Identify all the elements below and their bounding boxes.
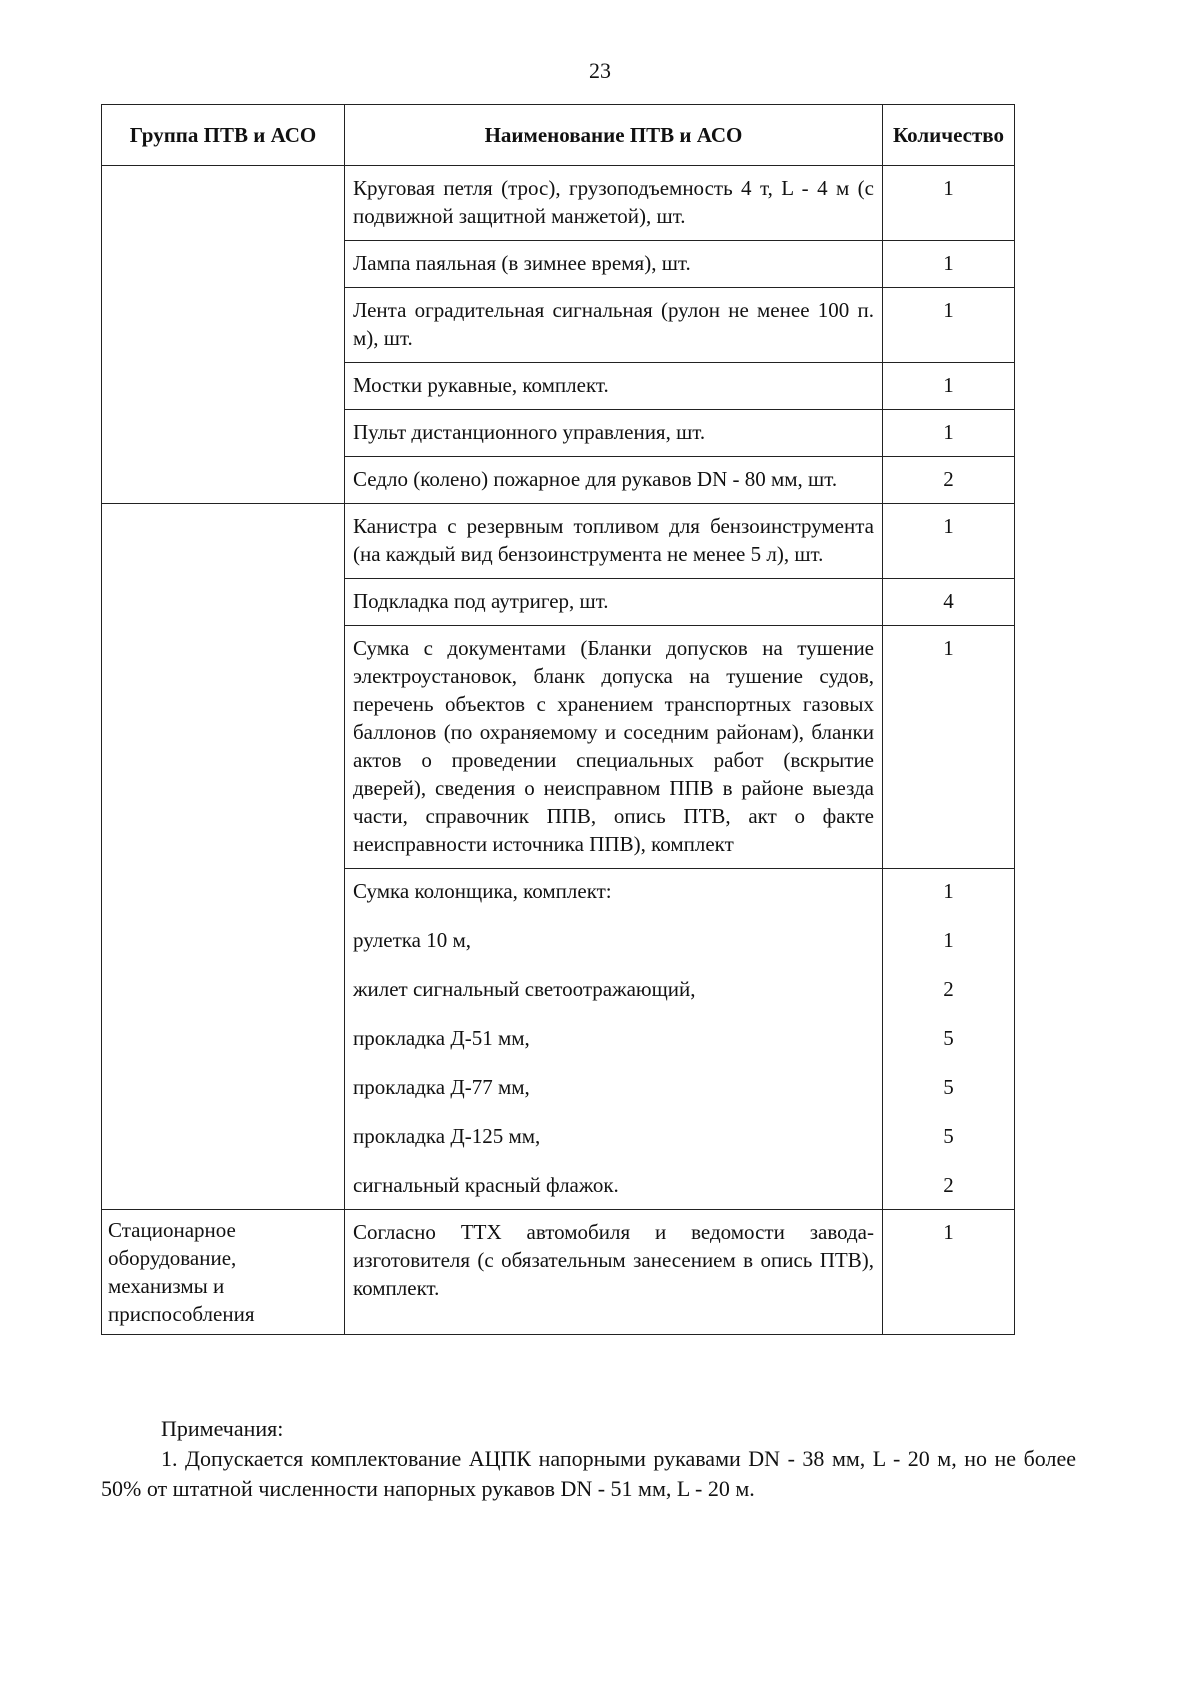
kit-item-name: Сумка колонщика, комплект: xyxy=(353,879,612,903)
item-name: Лампа паяльная (в зимнее время), шт. xyxy=(345,241,883,288)
item-name: Подкладка под аутригер, шт. xyxy=(345,579,883,626)
item-quantity: 1 xyxy=(883,1210,1015,1335)
kit-item-quantity: 2 xyxy=(943,1173,954,1197)
item-quantity: 2 xyxy=(883,457,1015,504)
kit-names xyxy=(345,869,883,1210)
kit-item-quantity: 5 xyxy=(943,1075,954,1099)
group-cell-empty xyxy=(102,504,345,1210)
item-name: Лента оградительная сигнальная (рулон не менее 100 п. м), шт. xyxy=(345,288,883,363)
item-quantity: 1 xyxy=(883,363,1015,410)
item-quantity: 1 xyxy=(883,626,1015,869)
header-name: Наименование ПТВ и АСО xyxy=(345,105,883,166)
item-quantity: 1 xyxy=(883,241,1015,288)
header-group: Группа ПТВ и АСО xyxy=(102,105,345,166)
group-cell-empty xyxy=(102,166,345,504)
item-quantity: 4 xyxy=(883,579,1015,626)
item-name: Канистра с резервным топливом для бензоинструмента (на каждый вид бензоинструмента не менее 5 л), шт. xyxy=(345,504,883,579)
kit-item-quantity: 2 xyxy=(943,977,954,1001)
kit-item-quantity: 5 xyxy=(943,1124,954,1148)
group-cell: Стационарное оборудование, механизмы и приспособления xyxy=(102,1210,345,1335)
kit-item-name: сигнальный красный флажок. xyxy=(353,1173,619,1197)
item-quantity: 1 xyxy=(883,410,1015,457)
item-name: Согласно ТТХ автомобиля и ведомости завода-изготовителя (с обязательным занесением в опись ПТВ), комплект. xyxy=(345,1210,883,1335)
kit-item-name: рулетка 10 м, xyxy=(353,928,472,952)
item-name: Круговая петля (трос), грузоподъемность 4 т, L - 4 м (с подвижной защитной манжетой), шт. xyxy=(345,166,883,241)
notes-section xyxy=(101,1414,1076,1504)
item-name: Седло (колено) пожарное для рукавов DN - 80 мм, шт. xyxy=(345,457,883,504)
equipment-table xyxy=(101,104,1015,1335)
page-number: 23 xyxy=(589,58,611,83)
header-quantity: Количество xyxy=(883,105,1015,166)
kit-item-name: прокладка Д-51 мм, xyxy=(353,1026,530,1050)
item-quantity: 1 xyxy=(883,166,1015,241)
kit-item-quantity: 1 xyxy=(943,879,954,903)
item-name: Сумка с документами (Бланки допусков на тушение электроустановок, бланк допуска на тушение судов, перечень объектов с хранением транспортных газовых баллонов (по охраняемому и соседним районам), бланки актов о проведении специальных работ (вскрытие дверей), сведения о неисправном ППВ в районе выезда части, справочник ППВ, опись ПТВ, акт о факте неисправности источника ППВ), комплект xyxy=(345,626,883,869)
item-quantity: 1 xyxy=(883,288,1015,363)
table-row xyxy=(102,1210,1015,1335)
kit-item-quantity: 5 xyxy=(943,1026,954,1050)
item-quantity: 1 xyxy=(883,504,1015,579)
table-row xyxy=(102,166,1015,241)
kit-quantities xyxy=(883,869,1015,1210)
item-name: Пульт дистанционного управления, шт. xyxy=(345,410,883,457)
notes-title: Примечания: xyxy=(161,1416,284,1441)
kit-item-name: прокладка Д-77 мм, xyxy=(353,1075,530,1099)
table-row xyxy=(102,504,1015,579)
kit-item-quantity: 1 xyxy=(943,928,954,952)
note-item: 1. Допускается комплектование АЦПК напорными рукавами DN - 38 мм, L - 20 м, но не более 50% от штатной численности напорных рукавов DN - 51 мм, L - 20 м. xyxy=(101,1446,1076,1501)
item-name: Мостки рукавные, комплект. xyxy=(345,363,883,410)
table-header-row xyxy=(102,105,1015,166)
kit-item-name: жилет сигнальный светоотражающий, xyxy=(353,977,696,1001)
kit-item-name: прокладка Д-125 мм, xyxy=(353,1124,541,1148)
